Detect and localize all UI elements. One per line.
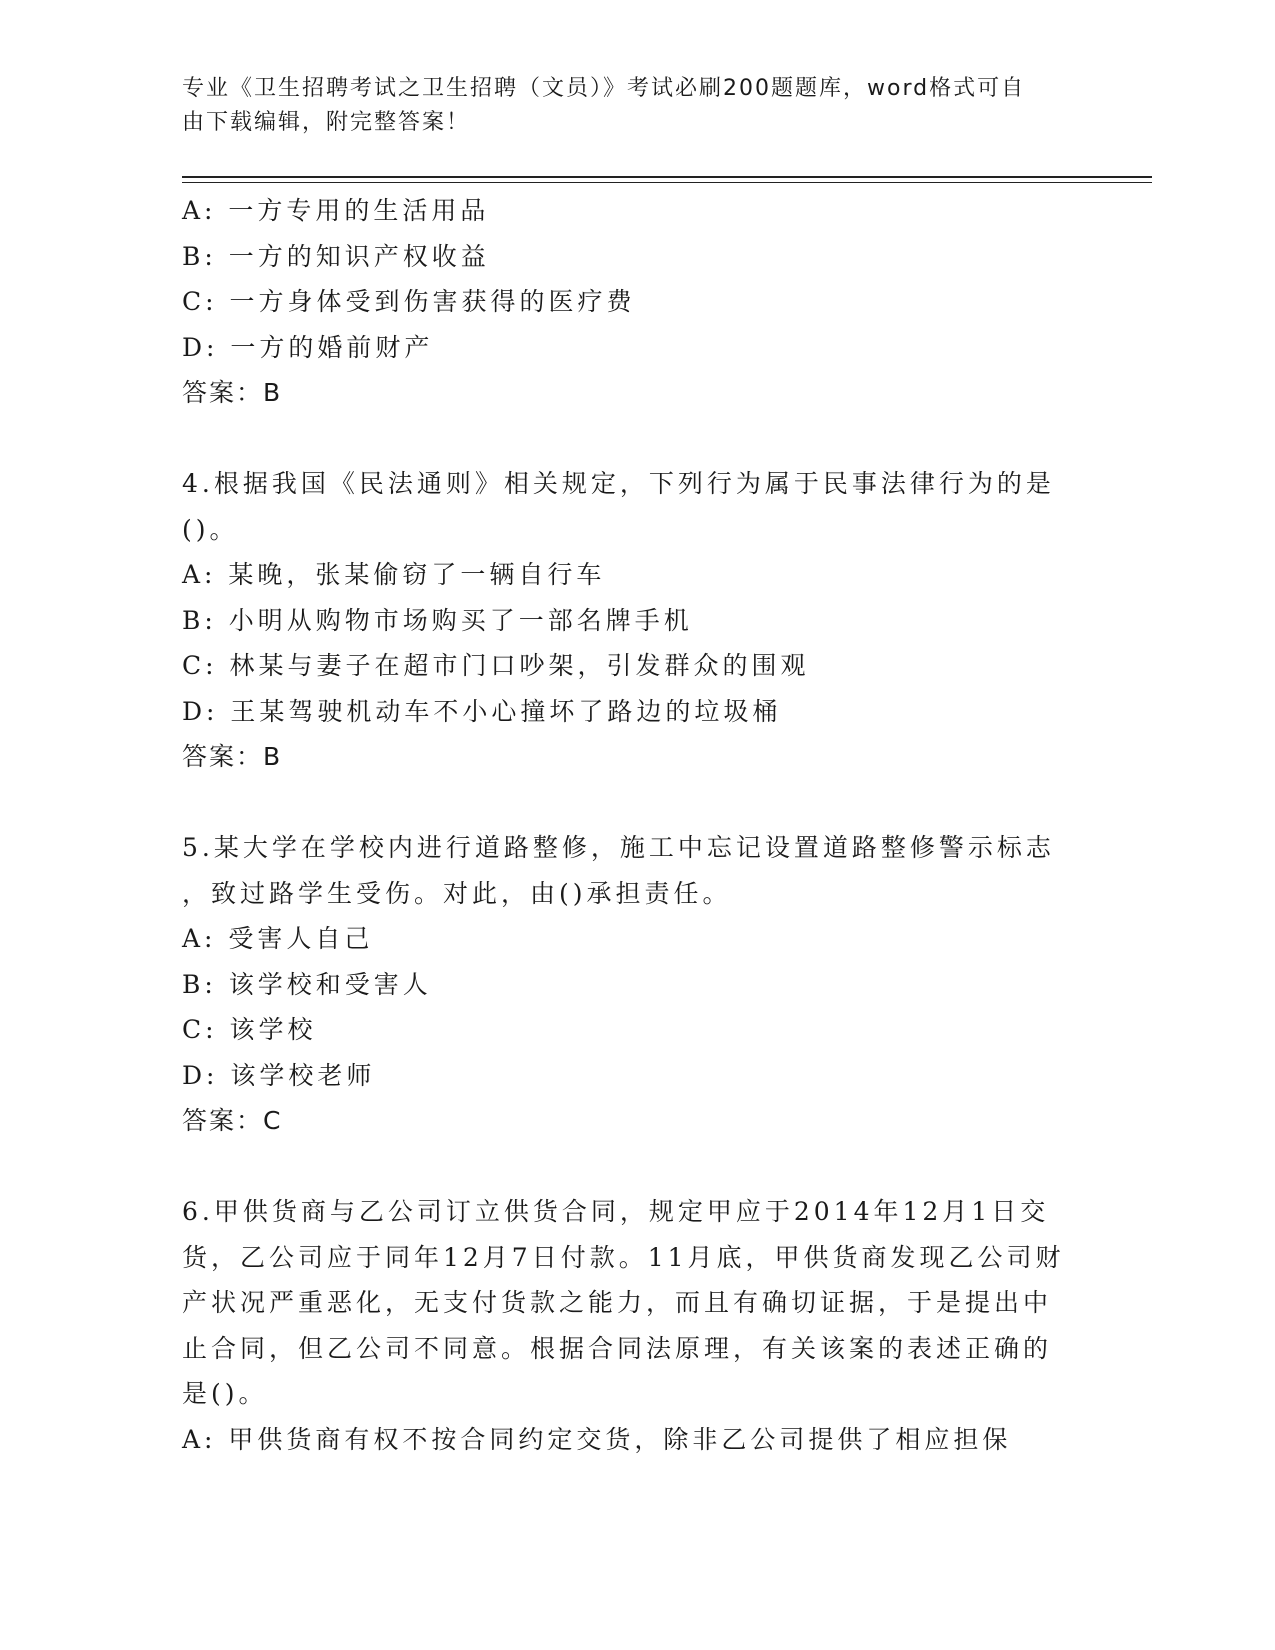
question-3: [182, 188, 1062, 416]
option-a: A: 一方专用的生活用品: [182, 196, 490, 225]
question-6: [182, 1189, 1065, 1462]
option-a: A: 甲供货商有权不按合同约定交货，除非乙公司提供了相应担保: [182, 1424, 1012, 1454]
question-stem-line: 产状况严重恶化，无支付货款之能力，而且有确切证据，于是提出中: [182, 1288, 1053, 1317]
option-d: D: 一方的婚前财产: [182, 332, 434, 362]
header-line-2: 由下载编辑，附完整答案！: [182, 110, 471, 135]
question-stem-line: ，致过路学生受伤。对此，由()承担责任。: [182, 878, 732, 908]
option-d: D: 该学校老师: [182, 1060, 376, 1090]
question-content: [182, 188, 1065, 1462]
header-rule-thin: [182, 182, 1152, 183]
document-header: [182, 72, 1062, 140]
option-c: C: 该学校: [182, 1015, 317, 1044]
question-stem-line: 货，乙公司应于同年12月7日付款。11月底，甲供货商发现乙公司财: [182, 1242, 1065, 1272]
question-4: [182, 461, 1062, 780]
question-stem-line: 6.甲供货商与乙公司订立供货合同，规定甲应于2014年12月1日交: [182, 1197, 1050, 1226]
header-rule-thick: [182, 176, 1152, 178]
answer-line: 答案：B: [182, 742, 283, 771]
option-a: A: 某晚，张某偷窃了一辆自行车: [182, 560, 606, 589]
spacer: [182, 1144, 1062, 1190]
option-d: D: 王某驾驶机动车不小心撞坏了路边的垃圾桶: [182, 696, 782, 726]
option-b: B: 小明从购物市场购买了一部名牌手机: [182, 605, 693, 635]
question-stem-line: 是()。: [182, 1379, 268, 1408]
question-stem-line: ()。: [182, 514, 239, 544]
option-b: B: 该学校和受害人: [182, 969, 432, 999]
header-line-1: 专业《卫生招聘考试之卫生招聘（文员）》考试必刷200题题库，word格式可自: [182, 76, 1026, 101]
option-c: C: 林某与妻子在超市门口吵架，引发群众的围观: [182, 651, 810, 680]
question-stem-line: 4.根据我国《民法通则》相关规定，下列行为属于民事法律行为的是: [182, 469, 1055, 498]
question-stem-line: 止合同，但乙公司不同意。根据合同法原理，有关该案的表述正确的: [182, 1333, 1053, 1363]
spacer: [182, 780, 1062, 826]
question-stem-line: 5.某大学在学校内进行道路整修，施工中忘记设置道路整修警示标志: [182, 833, 1055, 862]
option-c: C: 一方身体受到伤害获得的医疗费: [182, 287, 636, 316]
option-b: B: 一方的知识产权收益: [182, 241, 490, 271]
answer-line: 答案：C: [182, 1106, 283, 1135]
spacer: [182, 416, 1062, 462]
option-a: A: 受害人自己: [182, 924, 374, 953]
question-5: [182, 825, 1062, 1144]
answer-line: 答案：B: [182, 378, 283, 407]
